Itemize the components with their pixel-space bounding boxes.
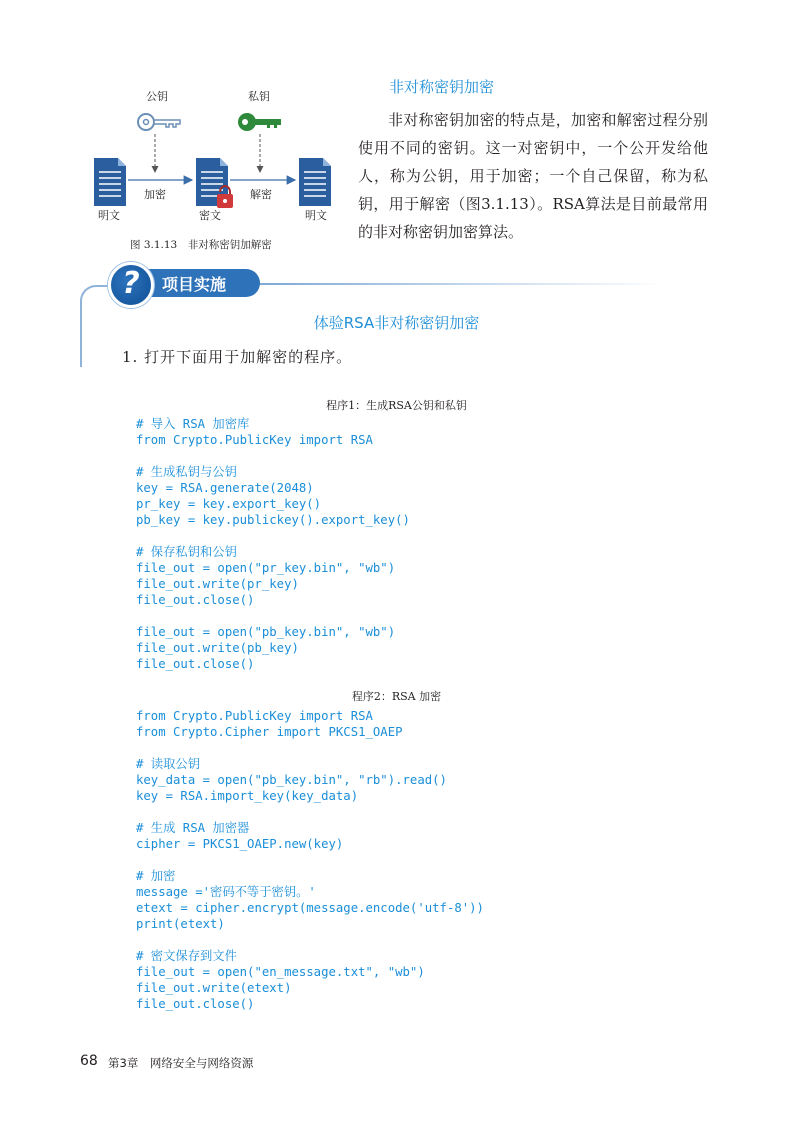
ciphertext-label: 密文	[199, 209, 221, 222]
activity-title: 体验RSA非对称密钥加密	[313, 314, 480, 332]
plaintext-right-doc-icon	[299, 158, 331, 206]
section-paragraph: 非对称密钥加密的特点是，加密和解密过程分别使用不同的密钥。这一对密钥中，一个公开发给他人，称为公钥，用于加密；一个自己保留，称为私钥，用于解密（图3.1.13）。RSA算法是目前最常用的非对称密钥加密算法。	[358, 111, 708, 241]
code-line	[136, 932, 484, 948]
encrypt-label: 加密	[144, 188, 166, 201]
code-line: from Crypto.Cipher import PKCS1_OAEP	[136, 725, 403, 739]
plaintext-left-doc-icon	[94, 158, 126, 206]
code-line: cipher = PKCS1_OAEP.new(key)	[136, 837, 344, 851]
page-number: 68	[80, 1053, 98, 1069]
decrypt-label: 解密	[250, 188, 272, 201]
code-line: key_data = open("pb_key.bin", "rb").read()	[136, 773, 447, 787]
plaintext-right-label: 明文	[305, 209, 327, 222]
code-line: file_out = open("pb_key.bin", "wb")	[136, 625, 396, 639]
code-line	[136, 852, 484, 868]
code-line: # 加密	[136, 869, 176, 883]
banner-question-glyph: ?	[122, 266, 140, 301]
code-line: # 导入 RSA 加密库	[136, 417, 250, 431]
code-line: file_out = open("en_message.txt", "wb")	[136, 965, 425, 979]
code-line: file_out = open("pr_key.bin", "wb")	[136, 561, 396, 575]
code-line	[136, 608, 410, 624]
code-line: from Crypto.PublicKey import RSA	[136, 709, 373, 723]
public-key-label: 公钥	[146, 90, 168, 103]
code-line	[136, 740, 484, 756]
code-line	[136, 528, 410, 544]
code-line: file_out.write(pb_key)	[136, 641, 299, 655]
code-line: pb_key = key.publickey().export_key()	[136, 513, 410, 527]
code-line	[136, 448, 410, 464]
code-line: # 密文保存到文件	[136, 949, 237, 963]
code-line: etext = cipher.encrypt(message.encode('utf-8'))	[136, 901, 484, 915]
private-key-label: 私钥	[248, 90, 270, 103]
program2-title: 程序2：RSA 加密	[351, 690, 442, 703]
code-line: from Crypto.PublicKey import RSA	[136, 433, 373, 447]
plaintext-left-label: 明文	[98, 209, 120, 222]
section-heading: 非对称密钥加密	[389, 78, 495, 96]
step-1-text: 1. 打开下面用于加解密的程序。	[122, 348, 353, 366]
code-line: pr_key = key.export_key()	[136, 497, 322, 511]
code-line: # 生成 RSA 加密器	[136, 821, 250, 835]
code-line: file_out.close()	[136, 593, 255, 607]
code-line: file_out.close()	[136, 997, 255, 1011]
code-line: file_out.close()	[136, 657, 255, 671]
chapter-title: 第3章 网络安全与网络资源	[108, 1056, 254, 1070]
code-line: message ='密码不等于密钥。'	[136, 885, 316, 899]
program1-code	[136, 416, 410, 672]
code-line	[136, 804, 484, 820]
private-key-icon	[238, 113, 281, 131]
code-line: # 读取公钥	[136, 757, 200, 771]
code-line: file_out.write(pr_key)	[136, 577, 299, 591]
code-line: # 生成私钥与公钥	[136, 465, 237, 479]
code-line: key = RSA.import_key(key_data)	[136, 789, 359, 803]
code-line: key = RSA.generate(2048)	[136, 481, 314, 495]
figure-caption: 图 3.1.13 非对称密钥加解密	[130, 239, 272, 251]
program2-code	[136, 708, 484, 1012]
banner-title: 项目实施	[162, 275, 227, 294]
code-line: print(etext)	[136, 917, 225, 931]
program1-title: 程序1：生成RSA公钥和私钥	[326, 399, 467, 412]
public-key-icon	[138, 114, 180, 130]
code-line: # 保存私钥和公钥	[136, 545, 237, 559]
figure-asymmetric-encryption	[88, 80, 348, 260]
code-line: file_out.write(etext)	[136, 981, 292, 995]
